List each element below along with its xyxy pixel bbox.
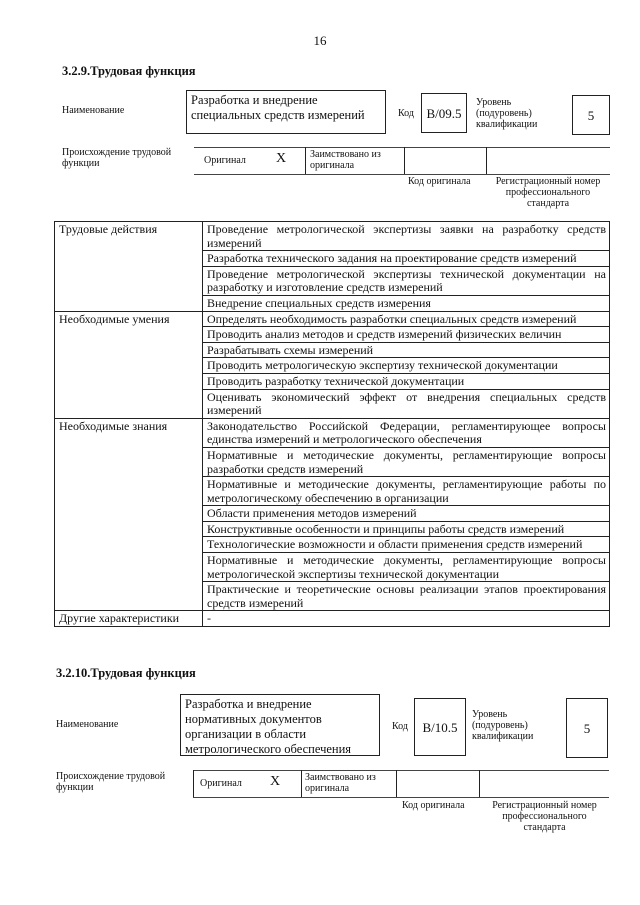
function-table [54,221,610,627]
item-cell: Нормативные и методические документы, регламентирующие работы по метрологическому обеспечению в организации [203,477,610,506]
category-cell: Необходимые умения [55,311,203,418]
item-cell: Проведение метрологической экспертизы технической документации на разработку и изготовление средств измерений [203,266,610,295]
origin-bottom-line [194,174,610,175]
borrowed-label: Заимствовано из оригинала [310,149,381,171]
origin-divider-2c [396,770,397,797]
name-label: Наименование [62,105,125,116]
page-number: 16 [313,33,327,48]
item-cell: Конструктивные особенности и принципы работы средств измерений [203,521,610,537]
item-cell: Оценивать экономический эффект от внедрения специальных средств измерений [203,389,610,418]
item-cell: Определять необходимость разработки специальных средств измерений [203,311,610,327]
origin-label-2: Происхождение трудовой функции [56,771,166,793]
section-title: 3.2.9.Трудовая функция [62,64,196,78]
code-label-2: Код [392,721,408,732]
section-title-2: 3.2.10.Трудовая функция [56,666,196,680]
item-cell: Проводить метрологическую экспертизу технической документации [203,358,610,374]
item-cell: Практические и теоретические основы реализации этапов проектирования средств измерений [203,582,610,611]
code-value: B/09.5 [421,93,467,133]
borrowed-label-2: Заимствовано из оригинала [305,772,376,794]
name-value: Разработка и внедрение специальных средств измерений [186,90,386,134]
origin-divider-3 [486,147,487,174]
name-label-2: Наименование [56,719,119,730]
original-label-2: Оригинал [200,778,242,789]
name-value-2: Разработка и внедрение нормативных документов организации в области метрологического обеспечения [180,694,380,756]
item-cell: Технологические возможности и области применения средств измерений [203,537,610,553]
category-cell: Трудовые действия [55,222,203,312]
item-cell: Законодательство Российской Федерации, регламентирующее вопросы единства измерений и метрологического обеспечения [203,418,610,447]
origin-divider-2 [404,147,405,174]
item-cell: Проводить анализ методов и средств измерений физических величин [203,327,610,343]
origin-top-line [194,147,610,148]
code-label: Код [398,108,414,119]
level-value-2: 5 [566,698,608,758]
item-cell: Проводить разработку технической документации [203,373,610,389]
origin-divider-2a [193,770,194,797]
table-row [55,222,610,251]
item-cell: Разработка технического задания на проектирование средств измерений [203,251,610,267]
level-label: Уровень (подуровень) квалификации [476,97,538,130]
item-cell: Области применения методов измерений [203,506,610,522]
origin-bottom-line-2 [193,797,609,798]
item-cell: Разрабатывать схемы измерений [203,342,610,358]
item-cell: Внедрение специальных средств измерения [203,295,610,311]
level-label-2: Уровень (подуровень) квалификации [472,709,534,742]
code-value-2: B/10.5 [414,698,466,756]
origin-top-line-2 [193,770,609,771]
table-row [55,311,610,327]
item-cell: Нормативные и методические документы, регламентирующие вопросы разработки средств измерений [203,447,610,476]
reg-number-label-2: Регистрационный номер профессионального стандарта [492,800,597,833]
reg-number-label: Регистрационный номер профессионального стандарта [495,176,601,209]
category-cell: Необходимые знания [55,418,203,611]
category-cell: Другие характеристики [55,611,203,627]
origin-divider [305,147,306,174]
original-mark: X [276,151,287,166]
code-original-label-2: Код оригинала [402,800,465,811]
origin-divider-2d [479,770,480,797]
item-cell: Нормативные и методические документы, регламентирующие вопросы метрологической экспертизы технической документации [203,553,610,582]
original-label: Оригинал [204,155,246,166]
item-cell: Проведение метрологической экспертизы заявки на разработку средств измерений [203,222,610,251]
level-value: 5 [572,95,610,135]
table-row [55,611,610,627]
code-original-label: Код оригинала [408,176,471,187]
table-row [55,418,610,447]
item-cell: - [203,611,610,627]
origin-divider-2b [301,770,302,797]
original-mark-2: X [270,774,281,789]
origin-label: Происхождение трудовой функции [62,147,172,169]
